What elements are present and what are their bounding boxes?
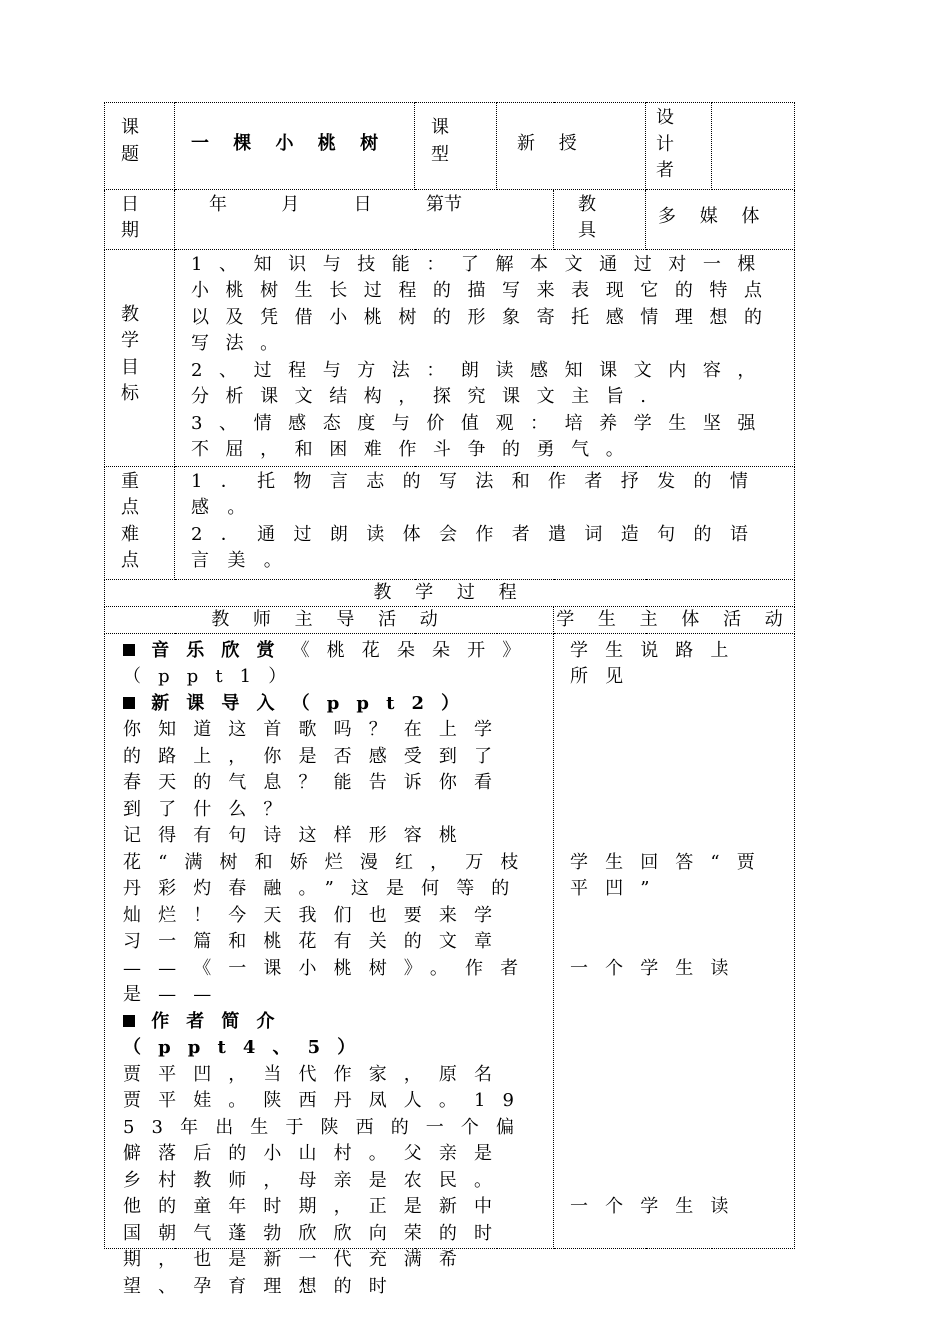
bullet-square-icon (123, 697, 135, 709)
keypoints-label-cell (105, 466, 175, 579)
author-text: 贾平凹，当代作家，原名贾平娃。陕西丹凤人。1953年出生于陕西的一个偏僻落后的小山村。父亲是乡村教师，母亲是农民。他的童年时期，正是新中国朝气蓬勃欣欣向荣的时期，也是新一代充满希望、孕育理想的时 (123, 1063, 532, 1297)
date-row (105, 189, 795, 249)
poem-text: 记得有句诗这样形容桃花“满树和娇烂漫红，万枝丹彩灼春融。”这是何等的灿烂！今天我们也要来学习一篇和桃花有关的文章——《一课小桃树》。作者是—— (123, 825, 536, 1005)
teacher-activity-content (105, 634, 553, 1297)
tool-value-cell (646, 189, 795, 249)
designer-value-cell (712, 103, 795, 190)
objectives-label-cell (105, 249, 175, 466)
keypoints-content (175, 467, 794, 577)
process-title-cell (105, 579, 795, 606)
student-note: 一个学生读 (570, 957, 746, 979)
title-row (105, 103, 795, 190)
student-note: 学生说路上所见 (570, 639, 746, 687)
objective-item: 1、知识与技能：了解本文通过对一棵小桃树生长过程的描写来表现它的特点以及凭借小桃树的形象寄托感情理想的写法。 (191, 253, 779, 354)
student-activity-content (554, 634, 794, 1248)
student-note: 一个学生读 (570, 1195, 746, 1217)
section-music (123, 638, 539, 691)
section-heading: 作者简介 (151, 1010, 292, 1032)
lesson-label-cell (105, 103, 175, 190)
tool-label: 教具 (578, 193, 627, 241)
student-note: 学生回答“贾平凹” (570, 851, 772, 899)
objectives-content (175, 250, 794, 466)
process-body-row (105, 633, 795, 1248)
process-title: 教 学 过 程 (373, 581, 526, 603)
keypoint-item: 1．托物言志的写法和作者抒发的情感。 (191, 470, 767, 518)
keypoints-row (105, 466, 795, 579)
keypoint-item: 2．通过朗读体会作者遣词造句的语言美。 (191, 523, 767, 571)
designer-label: 设计者 (656, 107, 675, 181)
lesson-plan-sheet (104, 102, 794, 1297)
objective-item: 3、情感态度与价值观：培养学生坚强不屈，和困难作斗争的勇气。 (191, 412, 772, 460)
date-value-cell (175, 189, 554, 249)
date-label-cell (105, 189, 175, 249)
section-tail: （ppt2） (291, 692, 477, 714)
type-value: 新 授 (517, 133, 586, 154)
objectives-row (105, 249, 795, 466)
type-label-cell (415, 103, 497, 190)
lesson-title-cell (175, 103, 415, 190)
designer-value (712, 103, 794, 107)
process-title-row (105, 579, 795, 606)
section-tail: 《桃花朵朵开》（ppt1） (123, 639, 538, 687)
date-value: 年 月 日 第节 (209, 193, 462, 215)
lesson-title: 一 棵 小 桃 树 (191, 133, 388, 154)
type-label: 课型 (431, 117, 449, 165)
student-header-cell (554, 606, 795, 633)
date-label: 日期 (121, 193, 139, 241)
designer-label-cell (646, 103, 712, 190)
keypoints-content-cell (175, 466, 795, 579)
objectives-content-cell (175, 249, 795, 466)
teacher-header-cell (105, 606, 554, 633)
section-tail: （ppt4、5） (123, 1037, 373, 1058)
tool-value: 多 媒 体 (658, 205, 769, 227)
section-author (123, 1009, 539, 1062)
type-value-cell (497, 103, 646, 190)
objectives-label: 教学目标 (121, 303, 139, 404)
bullet-square-icon (123, 1015, 135, 1027)
section-intro (123, 691, 539, 718)
section-heading: 音乐欣赏 (151, 639, 292, 661)
teacher-activity-cell (105, 633, 554, 1297)
section-heading: 新课导入 (151, 692, 292, 714)
process-header-row (105, 606, 795, 633)
lesson-label: 课题 (121, 117, 139, 165)
bullet-square-icon (123, 644, 135, 656)
objective-item: 2、过程与方法：朗读感知课文内容，分析课文结构，探究课文主旨. (191, 359, 772, 407)
student-activity-cell (554, 633, 795, 1248)
teacher-activity-header: 教 师 主 导 活 动 (211, 608, 447, 630)
student-activity-header: 学 生 主 体 活 动 (556, 608, 792, 630)
keypoints-label: 重点难点 (121, 470, 139, 571)
lesson-plan-table (104, 102, 795, 1297)
tool-label-cell (554, 189, 646, 249)
intro-text: 你知道这首歌吗？在上学的路上，你是否感受到了春天的气息？能告诉你看到了什么？ (123, 719, 510, 820)
